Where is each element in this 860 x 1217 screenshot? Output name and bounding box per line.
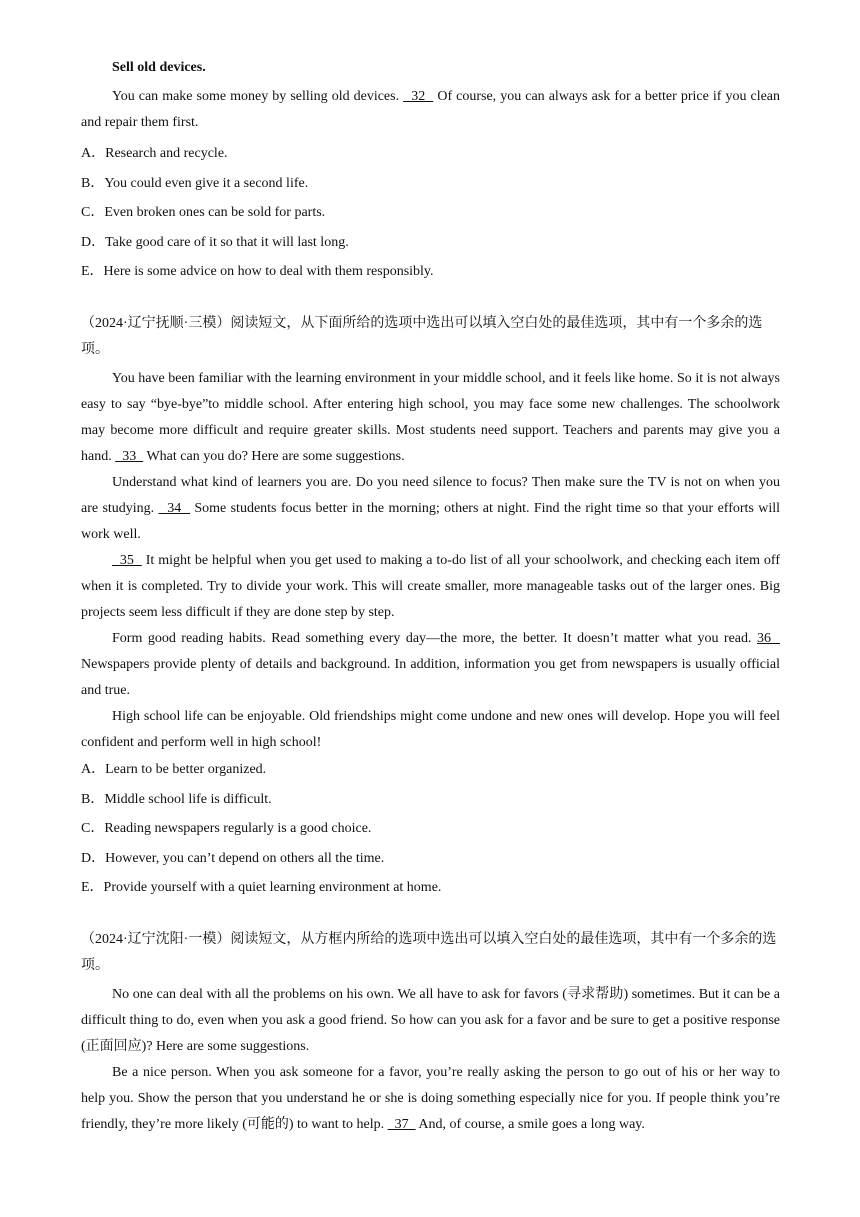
text-run: Some students focus better in the morning; others at night. Find the right time so that your efforts will work well. xyxy=(81,501,781,542)
text-run: Form good reading habits. Read something every day—the more, the better. It doesn’t matter what you read. xyxy=(112,631,758,646)
blank-37: 37 xyxy=(387,1117,416,1132)
passage-paragraph xyxy=(81,470,780,548)
passage-paragraph xyxy=(81,1060,780,1138)
passage-paragraph: No one can deal with all the problems on his own. We all have to ask for favors (寻求帮助) sometimes. But it can be a difficult thing to do, even when you ask a good friend. So how can you ask for a favor and be sure to get a positive response (正面回应)? Here are some suggestions. xyxy=(81,987,780,1054)
passage-paragraph: High school life can be enjoyable. Old friendships might come undone and new ones will develop. Hope you will feel confident and perform well in high school! xyxy=(81,709,780,750)
blank-36: 36 xyxy=(757,631,780,646)
text-run: Be a nice person. When you ask someone for a favor, you’re really asking the person to go out of his or her way to help you. Show the person that you understand he or she is doing something especially nice for you. If people think you’re friendly, they’re more likely (可能的) to want to help. xyxy=(81,1065,780,1132)
text-run: Of course, you can always ask for a better price if you clean and repair them first. xyxy=(81,89,781,130)
option-b: B．You could even give it a second life. xyxy=(81,175,309,191)
text-run: You have been familiar with the learning environment in your middle school, and it feels like home. So it is not always easy to say “bye-bye”to middle school. After entering high school, you may face some new challenges. The schoolwork may become more difficult and require greater skills. Most students need support. Teachers and parents may give you a hand. xyxy=(81,371,780,464)
text-run: What can you do? Here are some suggestions. xyxy=(143,449,405,464)
option-d: D．Take good care of it so that it will last long. xyxy=(81,234,349,250)
passage-paragraph xyxy=(81,626,780,704)
passage-paragraph xyxy=(81,548,780,626)
option-e: E．Here is some advice on how to deal with them responsibly. xyxy=(81,264,434,279)
question-instruction: （2024·辽宁沈阳·一模）阅读短文，从方框内所给的选项中选出可以填入空白处的最佳选项，其中有一个多余的选项。 xyxy=(81,932,777,973)
blank-35: 35 xyxy=(112,553,142,568)
section-heading: Sell old devices. xyxy=(112,60,206,75)
blank-34: 34 xyxy=(158,501,190,516)
option-c: C．Even broken ones can be sold for parts. xyxy=(81,205,326,220)
text-run: Newspapers provide plenty of details and background. In addition, information you get from newspapers is usually official and true. xyxy=(81,657,780,698)
option-c: C．Reading newspapers regularly is a good choice. xyxy=(81,821,372,836)
option-e: E．Provide yourself with a quiet learning environment at home. xyxy=(81,880,442,895)
option-a: A．Learn to be better organized. xyxy=(81,762,267,777)
option-d: D．However, you can’t depend on others all the time. xyxy=(81,850,385,866)
passage-paragraph xyxy=(81,84,780,136)
option-a: A．Research and recycle. xyxy=(81,146,228,161)
document-body xyxy=(81,58,780,1138)
text-run: And, of course, a smile goes a long way. xyxy=(415,1117,645,1132)
blank-33: 33 xyxy=(115,449,144,464)
question-instruction: （2024·辽宁抚顺·三模）阅读短文，从下面所给的选项中选出可以填入空白处的最佳选项，其中有一个多余的选项。 xyxy=(81,316,763,357)
text-run: You can make some money by selling old devices. xyxy=(112,89,404,104)
option-b: B．Middle school life is difficult. xyxy=(81,791,272,807)
passage-paragraph xyxy=(81,366,780,470)
text-run: Understand what kind of learners you are. Do you need silence to focus? Then make sure the TV is not on when you are studying. xyxy=(81,475,780,516)
text-run: It might be helpful when you get used to making a to-do list of all your schoolwork, and checking each item off when it is completed. Try to divide your work. This will create smaller, more manageable tasks out of the larger ones. Big projects seem less difficult if they are done step by step. xyxy=(81,553,780,620)
blank-32: 32 xyxy=(403,89,434,104)
